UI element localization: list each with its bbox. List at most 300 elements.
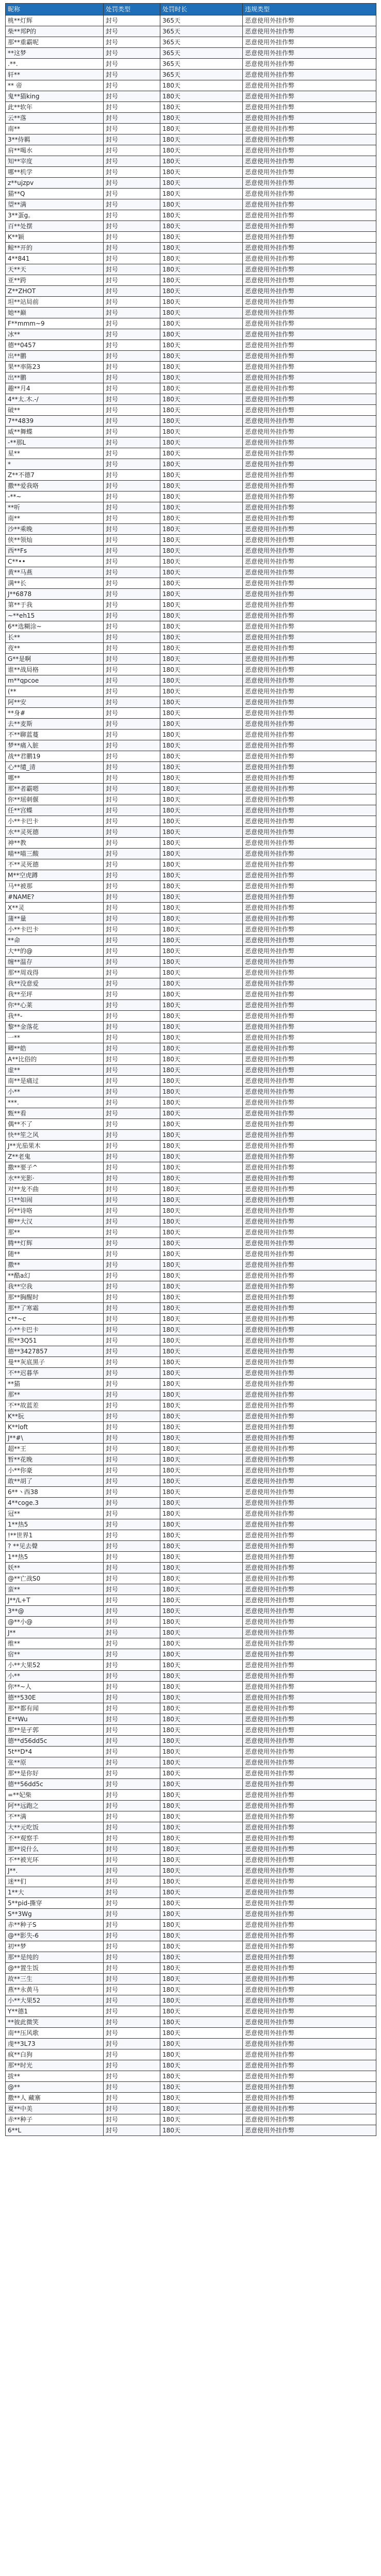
cell-penalty-duration: 365天	[160, 59, 243, 70]
cell-penalty-duration: 180天	[160, 145, 243, 156]
table-row	[6, 957, 376, 968]
cell-penalty-duration: 180天	[160, 1433, 243, 1444]
cell-nickname: 哪**机学	[6, 167, 104, 178]
cell-penalty-duration: 180天	[160, 167, 243, 178]
cell-violation-type: 恶意使用外挂作弊	[243, 1487, 376, 1498]
cell-penalty-duration: 180天	[160, 1368, 243, 1379]
cell-penalty-type: 封号	[104, 1898, 160, 1909]
cell-penalty-duration: 365天	[160, 70, 243, 80]
table-row	[6, 492, 376, 502]
cell-nickname: 小**卡巴卡	[6, 1325, 104, 1335]
cell-penalty-type: 封号	[104, 1119, 160, 1130]
cell-penalty-type: 封号	[104, 1703, 160, 1714]
table-row	[6, 1195, 376, 1206]
cell-nickname: 暂**花晚	[6, 1454, 104, 1465]
cell-penalty-type: 封号	[104, 1530, 160, 1541]
cell-nickname: 德**0457	[6, 340, 104, 351]
cell-penalty-type: 封号	[104, 329, 160, 340]
table-row	[6, 1379, 376, 1389]
cell-penalty-type: 封号	[104, 1660, 160, 1671]
cell-violation-type: 恶意使用外挂作弊	[243, 1476, 376, 1487]
cell-penalty-duration: 180天	[160, 210, 243, 221]
cell-penalty-type: 封号	[104, 881, 160, 892]
cell-penalty-duration: 180天	[160, 989, 243, 1000]
cell-penalty-duration: 180天	[160, 459, 243, 470]
cell-violation-type: 恶意使用外挂作弊	[243, 719, 376, 730]
cell-nickname: 7**4839	[6, 416, 104, 427]
cell-penalty-duration: 180天	[160, 1606, 243, 1617]
cell-penalty-duration: 180天	[160, 1941, 243, 1952]
cell-violation-type: 恶意使用外挂作弊	[243, 264, 376, 275]
table-row	[6, 1790, 376, 1801]
cell-violation-type: 恶意使用外挂作弊	[243, 1541, 376, 1552]
table-row	[6, 762, 376, 773]
cell-violation-type: 恶意使用外挂作弊	[243, 935, 376, 946]
table-row	[6, 1389, 376, 1400]
cell-nickname: 南**	[6, 124, 104, 134]
table-row	[6, 253, 376, 264]
cell-violation-type: 恶意使用外挂作弊	[243, 470, 376, 481]
cell-nickname: 那**周戏得	[6, 968, 104, 978]
cell-nickname: 赤**种子	[6, 2114, 104, 2125]
cell-violation-type: 恶意使用外挂作弊	[243, 1498, 376, 1509]
cell-violation-type: 恶意使用外挂作弊	[243, 1422, 376, 1433]
cell-penalty-type: 封号	[104, 859, 160, 870]
cell-nickname: 阿**安	[6, 697, 104, 708]
cell-penalty-duration: 180天	[160, 1162, 243, 1173]
cell-penalty-duration: 180天	[160, 1011, 243, 1022]
table-row	[6, 1065, 376, 1076]
table-row	[6, 1606, 376, 1617]
cell-violation-type: 恶意使用外挂作弊	[243, 1238, 376, 1249]
cell-nickname: 你**心莱	[6, 1000, 104, 1011]
cell-penalty-duration: 180天	[160, 1628, 243, 1638]
cell-penalty-duration: 180天	[160, 1054, 243, 1065]
cell-nickname: J**/L+T	[6, 1595, 104, 1606]
cell-penalty-duration: 180天	[160, 556, 243, 567]
cell-violation-type: 恶意使用外挂作弊	[243, 383, 376, 394]
cell-penalty-duration: 180天	[160, 1119, 243, 1130]
cell-violation-type: 恶意使用外挂作弊	[243, 794, 376, 805]
table-row	[6, 1444, 376, 1454]
cell-penalty-duration: 180天	[160, 394, 243, 405]
cell-penalty-type: 封号	[104, 611, 160, 621]
cell-violation-type: 恶意使用外挂作弊	[243, 1411, 376, 1422]
cell-penalty-duration: 180天	[160, 903, 243, 913]
cell-penalty-type: 封号	[104, 1303, 160, 1314]
cell-penalty-type: 封号	[104, 1097, 160, 1108]
cell-violation-type: 恶意使用外挂作弊	[243, 1249, 376, 1260]
cell-nickname: 那**	[6, 1227, 104, 1238]
cell-penalty-duration: 180天	[160, 751, 243, 762]
cell-penalty-duration: 180天	[160, 632, 243, 643]
cell-penalty-duration: 180天	[160, 946, 243, 957]
cell-penalty-type: 封号	[104, 1692, 160, 1703]
cell-nickname: 偶**不了	[6, 1119, 104, 1130]
cell-penalty-duration: 180天	[160, 2039, 243, 2049]
table-row	[6, 70, 376, 80]
cell-nickname: 疯**白狗	[6, 2049, 104, 2060]
table-row	[6, 1660, 376, 1671]
cell-penalty-type: 封号	[104, 1584, 160, 1595]
table-row	[6, 1736, 376, 1747]
cell-violation-type: 恶意使用外挂作弊	[243, 1314, 376, 1325]
cell-violation-type: 恶意使用外挂作弊	[243, 1898, 376, 1909]
cell-penalty-duration: 180天	[160, 1303, 243, 1314]
table-row	[6, 1411, 376, 1422]
cell-penalty-type: 封号	[104, 1909, 160, 1920]
table-row	[6, 1292, 376, 1303]
cell-nickname: 1**热5	[6, 1552, 104, 1563]
table-row	[6, 1563, 376, 1573]
cell-nickname: J**.	[6, 1866, 104, 1876]
cell-penalty-duration: 180天	[160, 1043, 243, 1054]
table-row	[6, 1368, 376, 1379]
cell-nickname: 卿**皓	[6, 1043, 104, 1054]
cell-violation-type: 恶意使用外挂作弊	[243, 362, 376, 372]
cell-penalty-type: 封号	[104, 2028, 160, 2039]
table-row	[6, 264, 376, 275]
cell-penalty-type: 封号	[104, 1076, 160, 1087]
cell-penalty-duration: 180天	[160, 600, 243, 611]
cell-penalty-type: 封号	[104, 1779, 160, 1790]
cell-penalty-duration: 180天	[160, 2006, 243, 2017]
cell-penalty-duration: 180天	[160, 1638, 243, 1649]
cell-penalty-duration: 180天	[160, 1509, 243, 1519]
table-row	[6, 2114, 376, 2125]
cell-penalty-type: 封号	[104, 80, 160, 91]
table-row	[6, 1909, 376, 1920]
cell-penalty-duration: 180天	[160, 1930, 243, 1941]
table-row	[6, 1216, 376, 1227]
cell-penalty-type: 封号	[104, 1573, 160, 1584]
cell-violation-type: 恶意使用外挂作弊	[243, 394, 376, 405]
table-row	[6, 1087, 376, 1097]
cell-penalty-type: 封号	[104, 351, 160, 362]
cell-violation-type: 恶意使用外挂作弊	[243, 535, 376, 546]
cell-nickname: ** 帝	[6, 80, 104, 91]
cell-nickname: @**小@	[6, 1617, 104, 1628]
cell-penalty-duration: 180天	[160, 1141, 243, 1151]
table-row	[6, 286, 376, 297]
table-row	[6, 513, 376, 524]
table-row	[6, 1703, 376, 1714]
cell-penalty-type: 封号	[104, 1184, 160, 1195]
table-row	[6, 1173, 376, 1184]
cell-penalty-duration: 180天	[160, 827, 243, 838]
cell-penalty-type: 封号	[104, 1389, 160, 1400]
cell-penalty-type: 封号	[104, 589, 160, 600]
cell-penalty-duration: 180天	[160, 340, 243, 351]
table-row	[6, 1649, 376, 1660]
cell-penalty-type: 封号	[104, 1714, 160, 1725]
cell-nickname: 不**满	[6, 1811, 104, 1822]
cell-violation-type: 恶意使用外挂作弊	[243, 751, 376, 762]
cell-nickname: 谁**战局格	[6, 665, 104, 675]
cell-nickname: 我**没意爱	[6, 978, 104, 989]
cell-violation-type: 恶意使用外挂作弊	[243, 37, 376, 48]
cell-nickname: 3**侍羁	[6, 134, 104, 145]
cell-violation-type: 恶意使用外挂作弊	[243, 1660, 376, 1671]
header-nickname: 昵称	[6, 4, 104, 15]
cell-nickname: @**置生饭	[6, 1963, 104, 1974]
cell-penalty-type: 封号	[104, 1368, 160, 1379]
cell-penalty-type: 封号	[104, 1433, 160, 1444]
cell-violation-type: 恶意使用外挂作弊	[243, 1801, 376, 1811]
cell-penalty-duration: 180天	[160, 2104, 243, 2114]
cell-penalty-duration: 180天	[160, 232, 243, 243]
cell-violation-type: 恶意使用外挂作弊	[243, 957, 376, 968]
cell-violation-type: 恶意使用外挂作弊	[243, 1325, 376, 1335]
cell-nickname: 知**宰度	[6, 156, 104, 167]
cell-violation-type: 恶意使用外挂作弊	[243, 70, 376, 80]
cell-nickname: 那**者霸嗯	[6, 784, 104, 794]
cell-nickname: 云**落	[6, 113, 104, 124]
cell-penalty-duration: 180天	[160, 1379, 243, 1389]
cell-nickname: K**loft	[6, 1422, 104, 1433]
cell-penalty-duration: 180天	[160, 1314, 243, 1325]
cell-penalty-duration: 180天	[160, 1476, 243, 1487]
cell-penalty-type: 封号	[104, 1563, 160, 1573]
cell-nickname: 哪**	[6, 773, 104, 784]
cell-nickname: 1**大	[6, 1887, 104, 1898]
cell-violation-type: 恶意使用外挂作弊	[243, 654, 376, 665]
cell-penalty-duration: 180天	[160, 1346, 243, 1357]
cell-nickname: 神**教	[6, 838, 104, 849]
header-violation-type: 违规类型	[243, 4, 376, 15]
cell-nickname: J**光茄果木	[6, 1141, 104, 1151]
cell-penalty-type: 封号	[104, 1206, 160, 1216]
cell-penalty-duration: 180天	[160, 253, 243, 264]
cell-nickname: ***.	[6, 1097, 104, 1108]
cell-penalty-duration: 180天	[160, 1270, 243, 1281]
table-row	[6, 1141, 376, 1151]
cell-penalty-duration: 180天	[160, 1487, 243, 1498]
cell-penalty-type: 封号	[104, 427, 160, 437]
table-row	[6, 437, 376, 448]
cell-violation-type: 恶意使用外挂作弊	[243, 838, 376, 849]
table-row	[6, 1595, 376, 1606]
table-row	[6, 156, 376, 167]
cell-nickname: J**	[6, 1628, 104, 1638]
table-row	[6, 1249, 376, 1260]
cell-penalty-duration: 180天	[160, 91, 243, 102]
cell-nickname: 那**是纯的	[6, 1952, 104, 1963]
cell-penalty-duration: 180天	[160, 1022, 243, 1032]
cell-penalty-type: 封号	[104, 1422, 160, 1433]
table-row	[6, 546, 376, 556]
cell-penalty-duration: 180天	[160, 1184, 243, 1195]
cell-penalty-type: 封号	[104, 567, 160, 578]
cell-penalty-type: 封号	[104, 1757, 160, 1768]
table-row	[6, 751, 376, 762]
cell-penalty-type: 封号	[104, 957, 160, 968]
cell-nickname: 出**鹏	[6, 351, 104, 362]
table-row	[6, 318, 376, 329]
cell-nickname: 战**君鹏19	[6, 751, 104, 762]
cell-penalty-type: 封号	[104, 1963, 160, 1974]
cell-violation-type: 恶意使用外挂作弊	[243, 329, 376, 340]
table-row	[6, 199, 376, 210]
table-row	[6, 145, 376, 156]
cell-violation-type: 恶意使用外挂作弊	[243, 1985, 376, 1995]
table-row	[6, 665, 376, 675]
cell-penalty-type: 封号	[104, 621, 160, 632]
cell-penalty-type: 封号	[104, 1866, 160, 1876]
cell-nickname: A**比俗的	[6, 1054, 104, 1065]
table-row	[6, 1530, 376, 1541]
table-row	[6, 859, 376, 870]
cell-violation-type: 恶意使用外挂作弊	[243, 1974, 376, 1985]
cell-penalty-duration: 180天	[160, 1206, 243, 1216]
cell-violation-type: 恶意使用外挂作弊	[243, 1530, 376, 1541]
cell-violation-type: 恶意使用外挂作弊	[243, 1714, 376, 1725]
table-row	[6, 1725, 376, 1736]
table-row	[6, 708, 376, 719]
cell-penalty-duration: 180天	[160, 1920, 243, 1930]
cell-penalty-duration: 180天	[160, 1747, 243, 1757]
cell-penalty-duration: 180天	[160, 372, 243, 383]
cell-penalty-type: 封号	[104, 1855, 160, 1866]
cell-nickname: 那**是孑郭	[6, 1725, 104, 1736]
table-row	[6, 362, 376, 372]
cell-nickname: 小**卡巴卡	[6, 924, 104, 935]
cell-violation-type: 恶意使用外挂作弊	[243, 1606, 376, 1617]
cell-violation-type: 恶意使用外挂作弊	[243, 1692, 376, 1703]
table-row	[6, 2071, 376, 2082]
table-row	[6, 167, 376, 178]
cell-penalty-type: 封号	[104, 892, 160, 903]
cell-penalty-duration: 180天	[160, 1076, 243, 1087]
cell-penalty-duration: 180天	[160, 1519, 243, 1530]
cell-penalty-type: 封号	[104, 1790, 160, 1801]
table-row	[6, 1108, 376, 1119]
cell-penalty-duration: 180天	[160, 805, 243, 816]
table-row	[6, 59, 376, 70]
cell-violation-type: 恶意使用外挂作弊	[243, 1076, 376, 1087]
table-row	[6, 1000, 376, 1011]
cell-penalty-duration: 180天	[160, 881, 243, 892]
cell-penalty-type: 封号	[104, 448, 160, 459]
cell-penalty-type: 封号	[104, 2114, 160, 2125]
cell-violation-type: 恶意使用外挂作弊	[243, 1995, 376, 2006]
cell-penalty-duration: 180天	[160, 308, 243, 318]
table-row	[6, 329, 376, 340]
cell-nickname: 那**重霸呢	[6, 37, 104, 48]
cell-penalty-type: 封号	[104, 286, 160, 297]
cell-penalty-duration: 180天	[160, 318, 243, 329]
cell-violation-type: 恶意使用外挂作弊	[243, 1747, 376, 1757]
cell-penalty-type: 封号	[104, 1974, 160, 1985]
table-row	[6, 589, 376, 600]
cell-violation-type: 恶意使用外挂作弊	[243, 2060, 376, 2071]
cell-penalty-duration: 180天	[160, 1325, 243, 1335]
cell-violation-type: 恶意使用外挂作弊	[243, 232, 376, 243]
table-row	[6, 946, 376, 957]
cell-nickname: 赤**种子S	[6, 1920, 104, 1930]
cell-penalty-type: 封号	[104, 838, 160, 849]
cell-penalty-duration: 180天	[160, 1811, 243, 1822]
cell-penalty-duration: 180天	[160, 978, 243, 989]
cell-penalty-duration: 180天	[160, 762, 243, 773]
cell-nickname: 轩**	[6, 70, 104, 80]
table-row	[6, 2006, 376, 2017]
table-row	[6, 968, 376, 978]
cell-nickname: 拔**	[6, 2071, 104, 2082]
cell-violation-type: 恶意使用外挂作弊	[243, 556, 376, 567]
cell-nickname: G**是啊	[6, 654, 104, 665]
cell-penalty-duration: 180天	[160, 838, 243, 849]
table-row	[6, 1628, 376, 1638]
cell-violation-type: 恶意使用外挂作弊	[243, 1141, 376, 1151]
cell-nickname: 不**观察手	[6, 1833, 104, 1844]
cell-violation-type: 恶意使用外挂作弊	[243, 2071, 376, 2082]
cell-violation-type: 恶意使用外挂作弊	[243, 968, 376, 978]
cell-nickname: 1**热5	[6, 1519, 104, 1530]
cell-violation-type: 恶意使用外挂作弊	[243, 621, 376, 632]
cell-violation-type: 恶意使用外挂作弊	[243, 578, 376, 589]
cell-violation-type: 恶意使用外挂作弊	[243, 448, 376, 459]
cell-nickname: 迷**们	[6, 1876, 104, 1887]
cell-penalty-type: 封号	[104, 1054, 160, 1065]
table-row	[6, 805, 376, 816]
cell-violation-type: 恶意使用外挂作弊	[243, 1822, 376, 1833]
cell-penalty-duration: 180天	[160, 567, 243, 578]
table-row	[6, 1097, 376, 1108]
cell-nickname: 马**被那	[6, 881, 104, 892]
cell-violation-type: 恶意使用外挂作弊	[243, 805, 376, 816]
cell-penalty-type: 封号	[104, 1519, 160, 1530]
cell-nickname: 小**大果52	[6, 1660, 104, 1671]
cell-nickname: **彼此微笑	[6, 2017, 104, 2028]
cell-nickname: ~**eh15	[6, 611, 104, 621]
cell-penalty-type: 封号	[104, 59, 160, 70]
cell-penalty-type: 封号	[104, 1811, 160, 1822]
cell-violation-type: 恶意使用外挂作弊	[243, 210, 376, 221]
cell-nickname: 柴**邦P的	[6, 26, 104, 37]
cell-violation-type: 恶意使用外挂作弊	[243, 124, 376, 134]
cell-penalty-type: 封号	[104, 686, 160, 697]
cell-nickname: 鬼**猫king	[6, 91, 104, 102]
cell-violation-type: 恶意使用外挂作弊	[243, 80, 376, 91]
cell-penalty-duration: 180天	[160, 448, 243, 459]
cell-nickname: (**	[6, 686, 104, 697]
cell-nickname: 水**灵死德	[6, 827, 104, 838]
cell-violation-type: 恶意使用外挂作弊	[243, 1389, 376, 1400]
cell-nickname: 虚**	[6, 1065, 104, 1076]
cell-penalty-type: 封号	[104, 37, 160, 48]
cell-penalty-type: 封号	[104, 1844, 160, 1855]
table-row	[6, 1844, 376, 1855]
cell-penalty-type: 封号	[104, 91, 160, 102]
cell-penalty-duration: 180天	[160, 383, 243, 394]
cell-penalty-duration: 180天	[160, 2082, 243, 2093]
cell-nickname: Z**ZHOT	[6, 286, 104, 297]
cell-nickname: 甄**看	[6, 1108, 104, 1119]
cell-penalty-type: 封号	[104, 199, 160, 210]
cell-nickname: 那**时光	[6, 2060, 104, 2071]
cell-penalty-duration: 180天	[160, 481, 243, 492]
cell-penalty-duration: 180天	[160, 1422, 243, 1433]
table-row	[6, 1054, 376, 1065]
table-row	[6, 113, 376, 124]
cell-penalty-duration: 180天	[160, 1281, 243, 1292]
cell-penalty-duration: 180天	[160, 1130, 243, 1141]
table-row	[6, 1898, 376, 1909]
table-row	[6, 1227, 376, 1238]
cell-violation-type: 恶意使用外挂作弊	[243, 740, 376, 751]
cell-nickname: 不**故蓝差	[6, 1400, 104, 1411]
